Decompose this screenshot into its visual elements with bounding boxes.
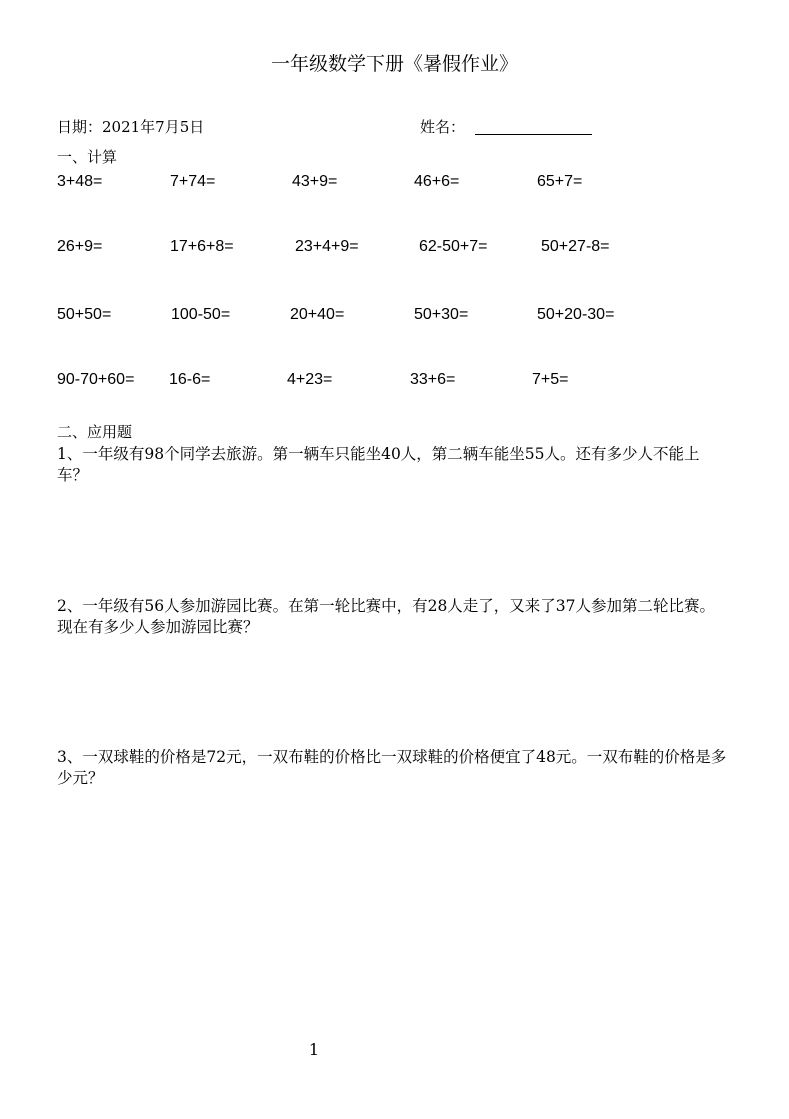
calc-item: 50+27-8= (541, 238, 610, 255)
calc-item: 23+4+9= (295, 238, 359, 255)
calc-item: 50+30= (414, 306, 469, 323)
section-calc-heading: 一、计算 (57, 148, 118, 166)
word-problem-3: 3、一双球鞋的价格是72元，一双布鞋的价格比一双球鞋的价格便宜了48元。一双布鞋的价格是多少元？ (57, 748, 727, 787)
calc-item: 17+6+8= (170, 238, 234, 255)
page-title: 一年级数学下册《暑假作业》 (270, 53, 518, 75)
calc-item: 50+50= (57, 306, 112, 323)
date-label: 日期：2021年7月5日 (57, 118, 205, 136)
name-blank-line (475, 134, 592, 135)
calc-item: 3+48= (57, 173, 103, 190)
calc-item: 33+6= (410, 371, 456, 388)
calc-item: 7+74= (170, 173, 216, 190)
calc-item: 46+6= (414, 173, 460, 190)
calc-item: 100-50= (171, 306, 231, 323)
calc-item: 7+5= (532, 371, 569, 388)
calc-item: 16-6= (169, 371, 211, 388)
page-number: 1 (308, 1040, 320, 1059)
calc-item: 20+40= (290, 306, 345, 323)
word-problem-2: 2、一年级有56人参加游园比赛。在第一轮比赛中，有28人走了，又来了37人参加第二轮比赛。现在有多少人参加游园比赛？ (57, 597, 716, 636)
calc-item: 90-70+60= (57, 371, 135, 388)
name-label: 姓名： (420, 118, 466, 136)
section-word-problems-heading: 二、应用题 (57, 423, 133, 441)
word-problem-1: 1、一年级有98个同学去旅游。第一辆车只能坐40人，第二辆车能坐55人。还有多少人不能上车？ (57, 445, 700, 484)
calc-item: 62-50+7= (419, 238, 488, 255)
calc-item: 26+9= (57, 238, 103, 255)
calc-item: 43+9= (292, 173, 338, 190)
calc-item: 50+20-30= (537, 306, 615, 323)
calc-item: 4+23= (287, 371, 333, 388)
calc-item: 65+7= (537, 173, 583, 190)
